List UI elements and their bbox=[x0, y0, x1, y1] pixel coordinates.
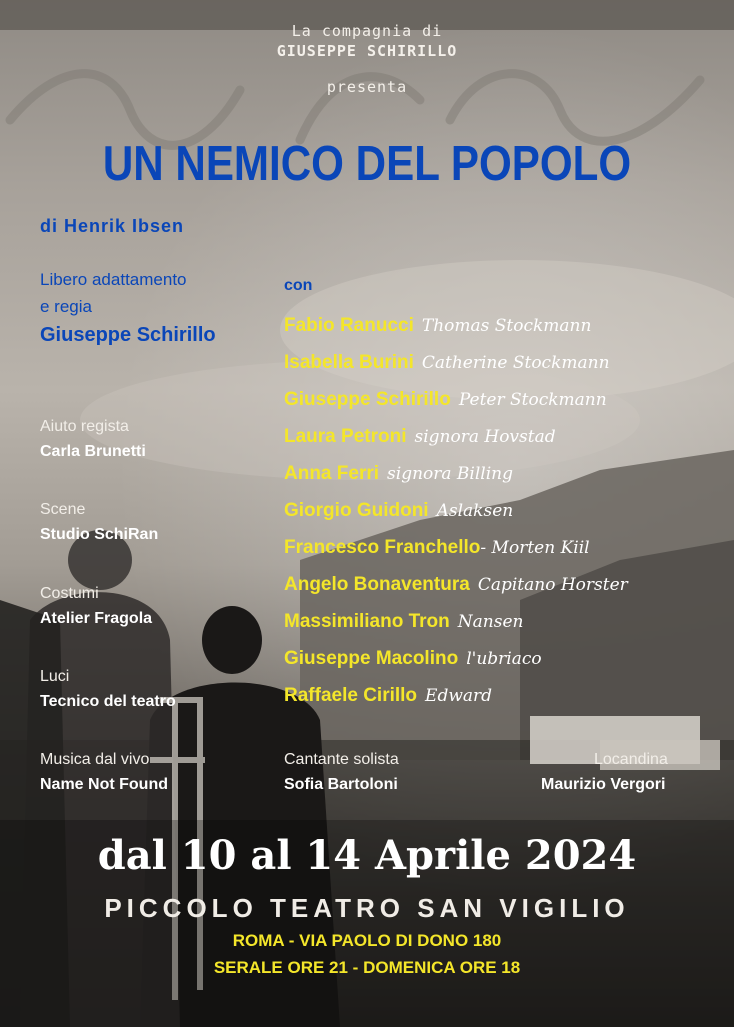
crew-name-soloist: Sofia Bartoloni bbox=[284, 776, 398, 793]
cast-row bbox=[284, 463, 513, 485]
cast-character: signora Hovstad bbox=[414, 427, 556, 447]
crew-role-poster-design: Locandina bbox=[594, 751, 668, 768]
crew-name-costumes: Atelier Fragola bbox=[40, 610, 153, 627]
crew-role-costumes: Costumi bbox=[40, 585, 99, 602]
event-address: ROMA - VIA PAOLO DI DONO 180 bbox=[232, 931, 502, 950]
event-venue: PICCOLO TEATRO SAN VIGILIO bbox=[104, 893, 630, 923]
intro-line-presents: presenta bbox=[326, 78, 408, 96]
adaptation-label-1: Libero adattamento bbox=[40, 270, 187, 289]
cast-actor: Giorgio Guidoni bbox=[284, 500, 429, 521]
cast-row bbox=[284, 352, 610, 374]
crew-role-soloist: Cantante solista bbox=[284, 751, 399, 768]
cast-character: Peter Stockmann bbox=[458, 390, 607, 410]
crew-role-lights: Luci bbox=[40, 668, 70, 685]
cast-actor: Laura Petroni bbox=[284, 426, 407, 447]
adaptation-director: Giuseppe Schirillo bbox=[40, 324, 216, 346]
cast-character: Nansen bbox=[457, 612, 524, 632]
crew-name-lights: Tecnico del teatro bbox=[40, 693, 176, 710]
play-title: UN NEMICO DEL POPOLO bbox=[102, 137, 632, 191]
crew-name-scenery: Studio SchiRan bbox=[40, 526, 159, 543]
cast-row bbox=[284, 389, 607, 411]
cast-actor: Angelo Bonaventura bbox=[284, 574, 470, 595]
cast-actor: Raffaele Cirillo bbox=[284, 685, 418, 706]
crew-role-assistant: Aiuto regista bbox=[40, 418, 129, 435]
event-dates: dal 10 al 14 Aprile 2024 bbox=[97, 832, 637, 879]
intro-line-director: GIUSEPPE SCHIRILLO bbox=[276, 42, 458, 60]
cast-row bbox=[284, 648, 542, 670]
cast-row bbox=[284, 426, 556, 448]
cast-actor: Anna Ferri bbox=[284, 463, 380, 484]
cast-character: Catherine Stockmann bbox=[421, 353, 610, 373]
cast-character: Capitano Horster bbox=[477, 575, 628, 595]
cast-row bbox=[284, 315, 591, 337]
crew-name-music: Name Not Found bbox=[40, 776, 168, 793]
cast-actor: Giuseppe Macolino bbox=[284, 648, 459, 669]
cast-character: l'ubriaco bbox=[466, 649, 542, 669]
cast-actor: Isabella Burini bbox=[284, 352, 414, 373]
play-author: di Henrik Ibsen bbox=[40, 216, 185, 236]
cast-row bbox=[284, 537, 590, 559]
cast-actor: Fabio Ranucci bbox=[284, 315, 414, 336]
intro-line-company: La compagnia di bbox=[291, 22, 443, 40]
cast-character: Aslaksen bbox=[436, 501, 514, 521]
crew-name-assistant: Carla Brunetti bbox=[40, 443, 146, 460]
cast-actor: Francesco Franchello bbox=[284, 537, 481, 558]
adaptation-label-2: e regia bbox=[40, 297, 92, 316]
cast-actor: Giuseppe Schirillo bbox=[284, 389, 451, 410]
event-times: SERALE ORE 21 - DOMENICA ORE 18 bbox=[213, 958, 521, 977]
crew-role-scenery: Scene bbox=[40, 501, 86, 518]
cast-character: Edward bbox=[425, 686, 493, 706]
crew-name-poster-design: Maurizio Vergori bbox=[541, 776, 666, 793]
crew-role-music: Musica dal vivo bbox=[40, 751, 150, 768]
cast-row bbox=[284, 574, 628, 596]
cast-label: con bbox=[284, 277, 313, 294]
cast-row bbox=[284, 500, 513, 522]
cast-row bbox=[284, 611, 523, 633]
cast-character: Thomas Stockmann bbox=[421, 316, 592, 336]
cast-character: signora Billing bbox=[387, 464, 513, 484]
cast-actor: Massimiliano Tron bbox=[284, 611, 450, 632]
cast-row bbox=[284, 685, 492, 707]
cast-character: - Morten Kiil bbox=[480, 538, 590, 558]
